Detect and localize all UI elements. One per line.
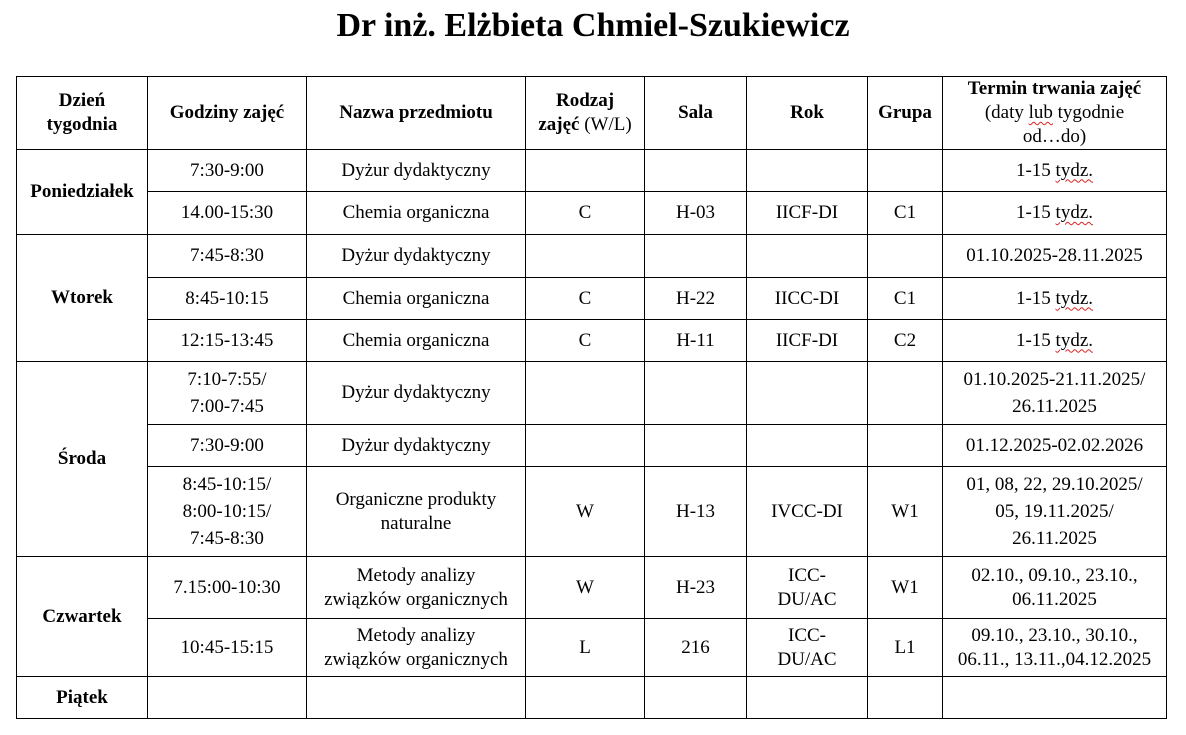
cell-group: C1: [868, 278, 943, 320]
cell-hours: 8:45-10:15: [148, 278, 307, 320]
day-friday: Piątek: [17, 677, 148, 719]
cell-term: 02.10., 09.10., 23.10., 06.11.2025: [943, 557, 1167, 619]
cell-hours: 7:10-7:55/ 7:00-7:45: [148, 362, 307, 425]
cell-hours: 10:45-15:15: [148, 619, 307, 677]
cell-type: C: [526, 278, 645, 320]
cell-hours: 14.00-15:30: [148, 192, 307, 235]
cell-subject: Chemia organiczna: [307, 192, 526, 235]
table-row: [17, 320, 1167, 362]
day-monday: Poniedziałek: [17, 150, 148, 235]
cell-type: [526, 235, 645, 278]
cell-group: [868, 677, 943, 719]
cell-group: L1: [868, 619, 943, 677]
cell-type: [526, 425, 645, 467]
header-row: [17, 77, 1167, 150]
table-row: [17, 192, 1167, 235]
cell-group: W1: [868, 557, 943, 619]
schedule-table: [16, 76, 1167, 719]
cell-hours: 7:30-9:00: [148, 425, 307, 467]
cell-type: [526, 150, 645, 192]
cell-subject: Organiczne produkty naturalne: [307, 467, 526, 557]
cell-type: C: [526, 192, 645, 235]
cell-subject: Metody analizy związków organicznych: [307, 619, 526, 677]
cell-subject: Dyżur dydaktyczny: [307, 425, 526, 467]
header-hours: Godziny zajęć: [148, 77, 307, 150]
cell-hours: 7:30-9:00: [148, 150, 307, 192]
cell-subject: Chemia organiczna: [307, 278, 526, 320]
cell-room: H-11: [645, 320, 747, 362]
cell-room: H-03: [645, 192, 747, 235]
table-row: [17, 278, 1167, 320]
cell-year: IVCC-DI: [747, 467, 868, 557]
cell-term: 09.10., 23.10., 30.10., 06.11., 13.11.,04.12.2025: [943, 619, 1167, 677]
cell-subject: Chemia organiczna: [307, 320, 526, 362]
cell-year: [747, 362, 868, 425]
cell-room: H-13: [645, 467, 747, 557]
cell-term: 01, 08, 22, 29.10.2025/ 05, 19.11.2025/ 26.11.2025: [943, 467, 1167, 557]
cell-group: [868, 150, 943, 192]
cell-term: 1-15 tydz.: [943, 192, 1167, 235]
cell-hours: 7:45-8:30: [148, 235, 307, 278]
header-room: Sala: [645, 77, 747, 150]
cell-term: 01.12.2025-02.02.2026: [943, 425, 1167, 467]
cell-term: 1-15 tydz.: [943, 150, 1167, 192]
cell-room: H-23: [645, 557, 747, 619]
cell-term: 1-15 tydz.: [943, 278, 1167, 320]
cell-type: [526, 677, 645, 719]
cell-group: C2: [868, 320, 943, 362]
day-wednesday: Środa: [17, 362, 148, 557]
cell-room: [645, 677, 747, 719]
header-day: Dzień tygodnia: [17, 77, 148, 150]
cell-subject: Dyżur dydaktyczny: [307, 362, 526, 425]
table-row: [17, 150, 1167, 192]
header-subject: Nazwa przedmiotu: [307, 77, 526, 150]
cell-year: ICC- DU/AC: [747, 557, 868, 619]
cell-type: C: [526, 320, 645, 362]
cell-type: W: [526, 467, 645, 557]
cell-room: [645, 235, 747, 278]
table-row: [17, 677, 1167, 719]
cell-subject: Dyżur dydaktyczny: [307, 150, 526, 192]
table-row: [17, 619, 1167, 677]
cell-subject: Metody analizy związków organicznych: [307, 557, 526, 619]
cell-room: 216: [645, 619, 747, 677]
cell-room: H-22: [645, 278, 747, 320]
cell-year: ICC- DU/AC: [747, 619, 868, 677]
cell-hours: 12:15-13:45: [148, 320, 307, 362]
cell-hours: 8:45-10:15/ 8:00-10:15/ 7:45-8:30: [148, 467, 307, 557]
cell-year: IICF-DI: [747, 192, 868, 235]
cell-hours: [148, 677, 307, 719]
cell-year: [747, 150, 868, 192]
header-term: Termin trwania zajęć (daty lub tygodnie od…do): [943, 77, 1167, 150]
cell-group: C1: [868, 192, 943, 235]
table-row: [17, 467, 1167, 557]
cell-group: [868, 235, 943, 278]
cell-room: [645, 150, 747, 192]
cell-group: [868, 425, 943, 467]
cell-year: IICF-DI: [747, 320, 868, 362]
cell-type: [526, 362, 645, 425]
cell-hours: 7.15:00-10:30: [148, 557, 307, 619]
table-row: [17, 235, 1167, 278]
cell-year: [747, 235, 868, 278]
header-type: Rodzaj zajęć (W/L): [526, 77, 645, 150]
cell-term: 01.10.2025-28.11.2025: [943, 235, 1167, 278]
page-title: Dr inż. Elżbieta Chmiel-Szukiewicz: [336, 7, 850, 44]
table-row: [17, 425, 1167, 467]
cell-group: [868, 362, 943, 425]
cell-type: L: [526, 619, 645, 677]
cell-subject: Dyżur dydaktyczny: [307, 235, 526, 278]
cell-type: W: [526, 557, 645, 619]
cell-term: 1-15 tydz.: [943, 320, 1167, 362]
cell-year: [747, 677, 868, 719]
cell-year: [747, 425, 868, 467]
cell-year: IICC-DI: [747, 278, 868, 320]
cell-room: [645, 362, 747, 425]
day-tuesday: Wtorek: [17, 235, 148, 362]
cell-term: 01.10.2025-21.11.2025/ 26.11.2025: [943, 362, 1167, 425]
cell-group: W1: [868, 467, 943, 557]
header-year: Rok: [747, 77, 868, 150]
header-group: Grupa: [868, 77, 943, 150]
table-row: [17, 557, 1167, 619]
cell-subject: [307, 677, 526, 719]
day-thursday: Czwartek: [17, 557, 148, 677]
table-row: [17, 362, 1167, 425]
cell-term: [943, 677, 1167, 719]
cell-room: [645, 425, 747, 467]
